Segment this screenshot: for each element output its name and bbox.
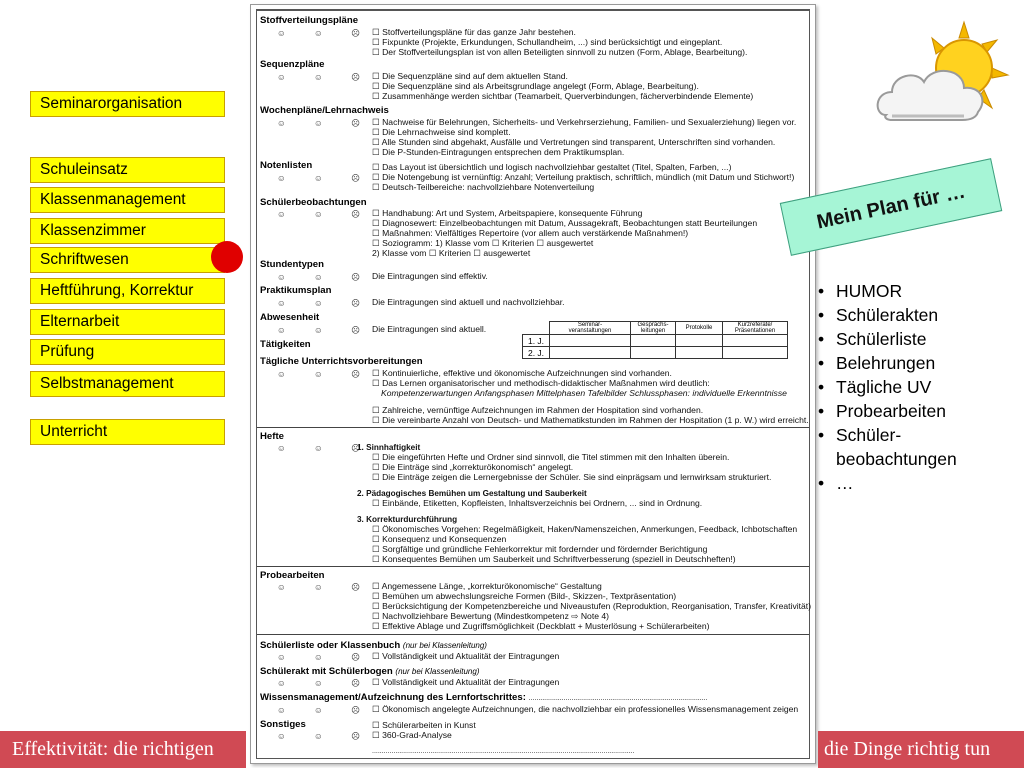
- taetig-heading: Tätigkeiten: [260, 339, 311, 350]
- hefte-line-3: ☐ Die Einträge zeigen die Lernergebnisse der Schüler. Sie sind einprägsam und lernwirksam strukturiert.: [372, 472, 772, 482]
- sonst-line-1: ☐ Schülerarbeiten in Kunst: [372, 720, 476, 730]
- hefte-line-1: ☐ Die eingeführten Hefte und Ordner sind sinnvoll, die Titel stimmen mit den Inhalten überein.: [372, 452, 730, 462]
- stoff-heading: Stoffverteilungspläne: [260, 15, 359, 26]
- list-item: • Probearbeiten: [818, 399, 957, 423]
- list-item: • Schülerakten: [818, 303, 957, 327]
- praktikum-line: Die Eintragungen sind aktuell und nachvollziehbar.: [372, 297, 565, 307]
- sidebar-item-heftfuehrung[interactable]: [30, 278, 225, 304]
- plan-title: Mein Plan für …: [814, 180, 968, 233]
- divider: [257, 566, 809, 567]
- sidebar-item-unterricht[interactable]: [30, 419, 225, 445]
- sequenz-heading: Sequenzpläne: [260, 59, 325, 70]
- beob-heading: Schülerbeobachtungen: [260, 197, 367, 208]
- sequenz-line-2: ☐ Die Sequenzpläne sind als Arbeitsgrundlage angelegt (Form, Ablage, Bearbeitung).: [372, 81, 699, 91]
- wissen-dots: ............................................................................................: [528, 695, 708, 702]
- akt-heading: [260, 666, 479, 677]
- hefte-line-7: ☐ Sorgfältige und gründliche Fehlerkorrektur mit fordernder und fördernder Berichtigung: [372, 544, 708, 554]
- bottom-text-right: die Dinge richtig tun: [824, 738, 991, 760]
- hefte-sub-1: 1. Sinnhaftigkeit: [357, 443, 421, 452]
- hefte-heading: Hefte: [260, 431, 284, 442]
- abwesen-line: Die Eintragungen sind aktuell.: [372, 324, 487, 334]
- list-item: • HUMOR: [818, 279, 957, 303]
- rating-smileys: ☺ ☺ ☹: [277, 28, 373, 38]
- sonst-heading: Sonstiges: [260, 719, 306, 730]
- col-kurzreferate: Kurzreferate/ Präsentationen: [723, 322, 788, 335]
- hefte-line-8: ☐ Konsequentes Bemühen um Sauberkeit und Schriftverbesserung (speziell in Deutschheften!): [372, 554, 736, 564]
- noten-line-3: ☐ Deutsch-Teilbereiche: nachvollziehbare Notenverteilung: [372, 182, 595, 192]
- rating-smileys: ☺ ☺ ☹: [277, 369, 373, 379]
- rating-smileys: ☺ ☺ ☹: [277, 678, 373, 688]
- abwesen-heading: Abwesenheit: [260, 312, 320, 323]
- sonst-line-2: ☐ 360-Grad-Analyse: [372, 730, 452, 740]
- taeglich-line-3: Kompetenzerwartungen Anfangsphasen Mittelphasen Tafelbilder Schlussphasen: individuelle Erkenntnisse: [381, 388, 787, 398]
- hefte-line-4: ☐ Einbände, Etiketten, Kopfleisten, Inhaltsverzeichnis bei Ordnern, ... sind in Ordnung.: [372, 498, 703, 508]
- rating-smileys: ☺ ☺ ☹: [277, 298, 373, 308]
- wochen-line-2: ☐ Die Lehrnachweise sind komplett.: [372, 127, 511, 137]
- sidebar-item-selbstmanagement[interactable]: [30, 371, 225, 397]
- rating-smileys: ☺ ☺ ☹: [277, 173, 373, 183]
- document-frame: [256, 9, 810, 759]
- rating-smileys: ☺ ☺ ☹: [277, 72, 373, 82]
- wochen-line-3: ☐ Alle Stunden sind abgehakt, Ausfälle und Vertretungen sind transparent, Unterschriften sind vorhanden.: [372, 137, 776, 147]
- sun-cloud-icon: [872, 20, 1012, 130]
- sidebar-item-schuleinsatz[interactable]: [30, 157, 225, 183]
- taeglich-line-5: ☐ Die vereinbarte Anzahl von Deutsch- und Mathematikstunden im Rahmen der Hospitation (1 p. W.) wird erreicht.: [372, 415, 809, 425]
- bottom-banner-right: [818, 731, 1024, 768]
- hefte-line-2: ☐ Die Einträge sind „korrekturökonomisch“ angelegt.: [372, 462, 574, 472]
- sidebar-item-label: Selbstmanagement: [40, 375, 174, 392]
- list-item-continuation: beobachtungen: [836, 449, 957, 469]
- sidebar-item-label: Elternarbeit: [40, 313, 120, 330]
- rating-smileys: ☺ ☺ ☹: [277, 652, 373, 662]
- sidebar-item-seminarorganisation[interactable]: [30, 91, 225, 117]
- stundentypen-line: Die Eintragungen sind effektiv.: [372, 271, 488, 281]
- taeglich-line-1: ☐ Kontinuierliche, effektive und ökonomische Aufzeichnungen sind vorhanden.: [372, 368, 672, 378]
- taeglich-line-4: ☐ Zahlreiche, vernünftige Aufzeichnungen im Rahmen der Hospitation sind vorhanden.: [372, 405, 704, 415]
- rating-smileys: ☺ ☺ ☹: [277, 731, 373, 741]
- rating-smileys: ☺ ☺ ☹: [277, 272, 373, 282]
- hefte-line-5: ☐ Ökonomisches Vorgehen: Regelmäßigkeit, Haken/Namenszeichen, Anmerkungen, Feedback, Ichbotschaften: [372, 524, 798, 534]
- wissen-heading: [260, 692, 708, 703]
- col-protokolle: Protokolle: [676, 322, 723, 335]
- akt-note: (nur bei Klassenleitung): [395, 667, 480, 676]
- probe-line-4: ☐ Nachvollziehbare Bewertung (Mindestkompetenz ⇨ Note 4): [372, 611, 610, 621]
- sidebar-item-elternarbeit[interactable]: [30, 309, 225, 335]
- hefte-sub-3: 3. Korrekturdurchführung: [357, 515, 458, 524]
- sidebar-item-label: Schuleinsatz: [40, 161, 128, 178]
- probe-line-5: ☐ Effektive Ablage und Zugriffsmöglichkeit (Deckblatt + Musterlösung + Schülerarbeiten): [372, 621, 710, 631]
- checklist-document: [250, 4, 816, 764]
- probe-line-3: ☐ Berücksichtigung der Kompetenzbereiche und Niveaustufen (Reproduktion, Reorganisation, Transfer, Kreativität): [372, 601, 812, 611]
- sidebar-item-label: Seminarorganisation: [40, 95, 183, 112]
- liste-note: (nur bei Klassenleitung): [402, 641, 487, 650]
- row-1j: 1. J.: [523, 335, 550, 347]
- taeglich-heading: Tägliche Unterrichtsvorbereitungen: [260, 356, 423, 367]
- probe-line-1: ☐ Angemessene Länge, „korrekturökonomische“ Gestaltung: [372, 581, 602, 591]
- rating-smileys: ☺ ☺ ☹: [277, 443, 373, 453]
- wissen-line: ☐ Ökonomisch angelegte Aufzeichnungen, die nachvollziehbar ein professionelles Wissensmanagement zeigen: [372, 704, 799, 714]
- sidebar-item-pruefung[interactable]: [30, 339, 225, 365]
- hefte-line-6: ☐ Konsequenz und Konsequenzen: [372, 534, 507, 544]
- sidebar-item-label: Prüfung: [40, 343, 95, 360]
- wochen-line-1: ☐ Nachweise für Belehrungen, Sicherheits- und Verkehrserziehung, Familien- und Sexualerziehung) liegen vor.: [372, 117, 797, 127]
- sidebar-item-klassenzimmer[interactable]: [30, 218, 225, 244]
- list-item: • Schülerliste: [818, 327, 957, 351]
- rating-smileys: ☺ ☺ ☹: [277, 325, 373, 335]
- akt-heading-text: Schülerakt mit Schülerbogen: [260, 666, 393, 677]
- sidebar-item-label: Unterricht: [40, 423, 108, 440]
- plan-list: [818, 279, 957, 495]
- liste-heading: [260, 640, 487, 651]
- taeglich-line-2: ☐ Das Lernen organisatorischer und methodisch-didaktischer Maßnahmen wird deutlich:: [372, 378, 710, 388]
- wissen-heading-text: Wissensmanagement/Aufzeichnung des Lernfortschrittes:: [260, 692, 526, 703]
- noten-heading: Notenlisten: [260, 160, 313, 171]
- list-item: • Schüler-: [818, 423, 957, 447]
- rating-smileys: ☺ ☺ ☹: [277, 118, 373, 128]
- beob-line-2: ☐ Diagnosewert: Einzelbeobachtungen mit Datum, Aussagekraft, Beobachtungen statt Beurteilungen: [372, 218, 758, 228]
- col-seminar: Seminar- veranstaltungen: [550, 322, 631, 335]
- row-2j: 2. J.: [523, 347, 550, 359]
- beob-line-4: ☐ Soziogramm: 1) Klasse vom ☐ Kriterien ☐ ausgewertet: [372, 238, 594, 248]
- sidebar-item-label: Klassenzimmer: [40, 222, 146, 239]
- rating-smileys: ☺ ☺ ☹: [277, 582, 373, 592]
- beob-line-1: ☐ Handhabung: Art und System, Arbeitspapiere, konsequente Führung: [372, 208, 643, 218]
- sidebar-item-label: Schriftwesen: [40, 251, 129, 268]
- stoff-line-3: ☐ Der Stoffverteilungsplan ist von allen Beteiligten sinnvoll zu nutzen (Form, Ablage, Bearbeitung).: [372, 47, 748, 57]
- bottom-banner-left: [0, 731, 246, 768]
- stoff-line-1: ☐ Stoffverteilungspläne für das ganze Jahr bestehen.: [372, 27, 576, 37]
- list-item: • Tägliche UV: [818, 375, 957, 399]
- praktikum-heading: Praktikumsplan: [260, 285, 332, 296]
- divider: [257, 427, 809, 428]
- liste-heading-text: Schülerliste oder Klassenbuch: [260, 640, 401, 651]
- sequenz-line-3: ☐ Zusammenhänge werden sichtbar (Teamarbeit, Querverbindungen, fächerverbindende Elemente): [372, 91, 754, 101]
- probe-heading: Probearbeiten: [260, 570, 325, 581]
- col-gespraech: Gesprächs- leitungen: [631, 322, 676, 335]
- list-item: • …: [818, 471, 957, 495]
- sidebar-item-label: Heftführung, Korrektur: [40, 282, 194, 299]
- rating-smileys: ☺ ☺ ☹: [277, 705, 373, 715]
- akt-line: ☐ Vollständigkeit und Aktualität der Eintragungen: [372, 677, 560, 687]
- sidebar-item-klassenmanagement[interactable]: [30, 187, 225, 213]
- rating-smileys: ☺ ☺ ☹: [277, 209, 373, 219]
- hefte-sub-2: 2. Pädagogisches Bemühen um Gestaltung und Sauberkeit: [357, 489, 587, 498]
- sidebar-item-label: Klassenmanagement: [40, 191, 186, 208]
- divider: [257, 634, 809, 635]
- beob-line-3: ☐ Maßnahmen: Vielfältiges Repertoire (vor allem auch verstärkende Maßnahmen!): [372, 228, 689, 238]
- probe-line-2: ☐ Bemühen um abwechslungsreiche Formen (Bild-, Skizzen-, Textpräsentation): [372, 591, 677, 601]
- beob-line-5: 2) Klasse vom ☐ Kriterien ☐ ausgewertet: [372, 248, 531, 258]
- stundentypen-heading: Stundentypen: [260, 259, 324, 270]
- liste-line: ☐ Vollständigkeit und Aktualität der Eintragungen: [372, 651, 560, 661]
- current-section-marker: [211, 241, 243, 273]
- sequenz-line-1: ☐ Die Sequenzpläne sind auf dem aktuellen Stand.: [372, 71, 568, 81]
- list-item: • Belehrungen: [818, 351, 957, 375]
- noten-line-2: ☐ Die Notengebung ist vernünftig: Anzahl; Verteilung praktisch, schriftlich, mündlich (mit Datum und Stichwort!): [372, 172, 795, 182]
- noten-line-1: ☐ Das Layout ist übersichtlich und logisch nachvollziehbar gestaltet (Titel, Spalten, Farben, ...): [372, 162, 732, 172]
- taetigkeiten-table: [522, 321, 788, 359]
- wochen-heading: Wochenpläne/Lehrnachweis: [260, 105, 389, 116]
- sonst-dots: .......................................................................................................................................: [372, 748, 635, 755]
- wochen-line-4: ☐ Die P-Stunden-Eintragungen entsprechen dem Praktikumsplan.: [372, 147, 625, 157]
- stoff-line-2: ☐ Fixpunkte (Projekte, Erkundungen, Schullandheim, ...) sind berücksichtigt und eingeplant.: [372, 37, 723, 47]
- sidebar-item-schriftwesen[interactable]: [30, 247, 225, 273]
- bottom-text-left: Effektivität: die richtigen: [12, 738, 214, 760]
